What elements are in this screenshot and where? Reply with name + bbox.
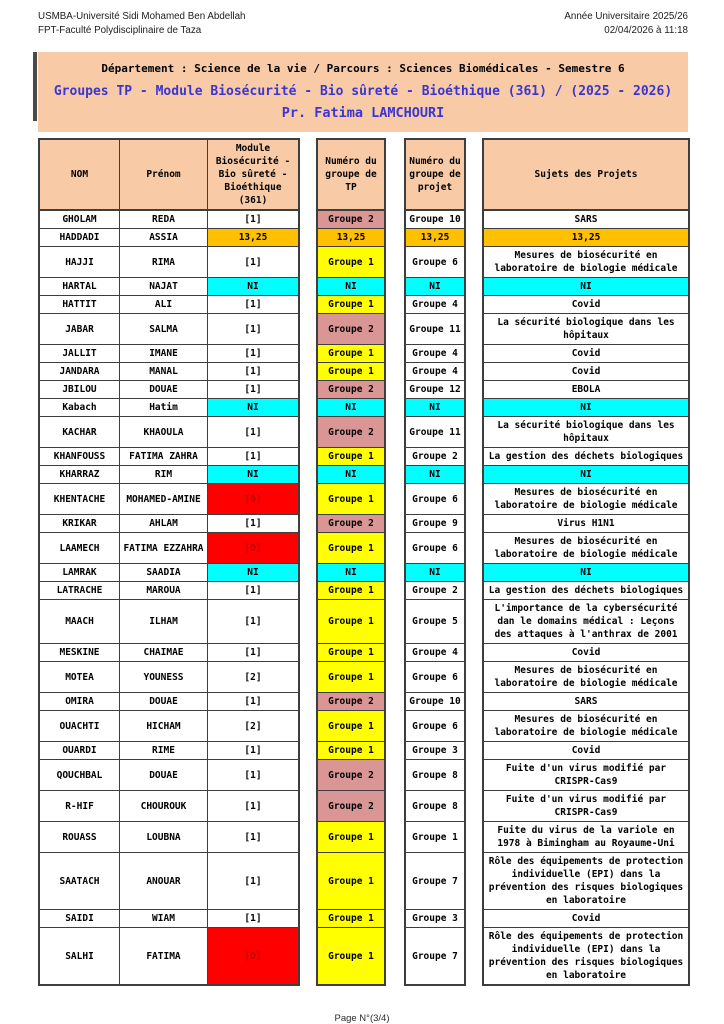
- column-gap: [466, 760, 482, 791]
- cell-projet: Groupe 4: [404, 644, 466, 662]
- cell-sujet: Fuite du virus de la variole en 1978 à Bimingham au Royaume-Uni: [482, 822, 690, 853]
- cell-projet: Groupe 9: [404, 515, 466, 533]
- cell-module: [1]: [208, 314, 300, 345]
- cell-tp: Groupe 1: [316, 644, 386, 662]
- column-gap: [300, 533, 316, 564]
- column-gap: [466, 417, 482, 448]
- cell-sujet: SARS: [482, 693, 690, 711]
- column-gap: [386, 742, 404, 760]
- cell-sujet: Covid: [482, 742, 690, 760]
- column-gap: [300, 363, 316, 381]
- column-gap: [386, 910, 404, 928]
- cell-module: [2]: [208, 662, 300, 693]
- column-gap: [300, 211, 316, 229]
- professor-name: Pr. Fatima LAMCHOURI: [281, 105, 445, 121]
- cell-sujet: NI: [482, 466, 690, 484]
- cell-projet: Groupe 6: [404, 484, 466, 515]
- cell-sujet: NI: [482, 399, 690, 417]
- column-gap: [466, 138, 482, 211]
- cell-nom: GHOLAM: [38, 211, 120, 229]
- cell-nom: R-HIF: [38, 791, 120, 822]
- cell-module: [D]: [208, 533, 300, 564]
- column-gap: [386, 564, 404, 582]
- cell-projet: 13,25: [404, 229, 466, 247]
- column-gap: [386, 644, 404, 662]
- cell-prenom: RIM: [120, 466, 208, 484]
- module-title: Groupes TP - Module Biosécurité - Bio sûreté - Bioéthique (361) / (2025 - 2026): [53, 84, 673, 99]
- cell-projet: Groupe 8: [404, 760, 466, 791]
- column-gap: [466, 296, 482, 314]
- column-header-tp: Numéro du groupe de TP: [316, 138, 386, 211]
- cell-prenom: HICHAM: [120, 711, 208, 742]
- cell-module: [1]: [208, 582, 300, 600]
- cell-module: NI: [208, 564, 300, 582]
- column-gap: [300, 417, 316, 448]
- column-gap: [466, 564, 482, 582]
- cell-tp: Groupe 1: [316, 853, 386, 910]
- column-gap: [300, 278, 316, 296]
- cell-sujet: Covid: [482, 345, 690, 363]
- cell-prenom: MAROUA: [120, 582, 208, 600]
- cell-prenom: MOHAMED-AMINE: [120, 484, 208, 515]
- cell-prenom: CHAIMAE: [120, 644, 208, 662]
- cell-module: [1]: [208, 247, 300, 278]
- cell-sujet: Rôle des équipements de protection individuelle (EPI) dans la prévention des risques biologiques en laboratoire: [482, 928, 690, 986]
- cell-tp: Groupe 1: [316, 711, 386, 742]
- cell-sujet: L'importance de la cybersécurité dan le domains médical : Leçons des attaques à l'anthrax de 2001: [482, 600, 690, 644]
- column-gap: [300, 138, 316, 211]
- cell-module: 13,25: [208, 229, 300, 247]
- cell-sujet: NI: [482, 564, 690, 582]
- column-header-prenom: Prénom: [120, 138, 208, 211]
- cell-tp: Groupe 1: [316, 742, 386, 760]
- institution-line1: USMBA-Université Sidi Mohamed Ben Abdellah: [38, 11, 246, 22]
- cell-nom: OMIRA: [38, 693, 120, 711]
- cell-projet: Groupe 7: [404, 928, 466, 986]
- cell-prenom: SALMA: [120, 314, 208, 345]
- column-gap: [300, 760, 316, 791]
- department-title: Département : Science de la vie / Parcours : Sciences Biomédicales - Semestre 6: [101, 62, 625, 75]
- cell-prenom: FATIMA: [120, 928, 208, 986]
- cell-tp: NI: [316, 399, 386, 417]
- cell-projet: Groupe 4: [404, 296, 466, 314]
- cell-prenom: ILHAM: [120, 600, 208, 644]
- column-gap: [386, 345, 404, 363]
- column-gap: [300, 229, 316, 247]
- cell-projet: Groupe 2: [404, 582, 466, 600]
- cell-nom: HAJJI: [38, 247, 120, 278]
- column-gap: [386, 822, 404, 853]
- cell-tp: Groupe 1: [316, 345, 386, 363]
- column-gap: [386, 138, 404, 211]
- cell-projet: Groupe 2: [404, 448, 466, 466]
- cell-module: NI: [208, 466, 300, 484]
- cell-prenom: DOUAE: [120, 381, 208, 399]
- cell-module: [1]: [208, 742, 300, 760]
- cell-projet: Groupe 7: [404, 853, 466, 910]
- column-gap: [386, 928, 404, 986]
- column-gap: [300, 564, 316, 582]
- cell-prenom: NAJAT: [120, 278, 208, 296]
- cell-tp: Groupe 1: [316, 363, 386, 381]
- cell-tp: Groupe 1: [316, 582, 386, 600]
- cell-nom: KRIKAR: [38, 515, 120, 533]
- column-gap: [386, 296, 404, 314]
- cell-tp: NI: [316, 278, 386, 296]
- cell-prenom: DOUAE: [120, 760, 208, 791]
- cell-module: [1]: [208, 910, 300, 928]
- cell-sujet: Covid: [482, 296, 690, 314]
- column-gap: [466, 399, 482, 417]
- cell-module: [1]: [208, 211, 300, 229]
- column-gap: [300, 822, 316, 853]
- column-gap: [466, 928, 482, 986]
- column-gap: [466, 345, 482, 363]
- column-gap: [300, 247, 316, 278]
- cell-sujet: La sécurité biologique dans les hôpitaux: [482, 314, 690, 345]
- cell-nom: KHANFOUSS: [38, 448, 120, 466]
- cell-sujet: Mesures de biosécurité en laboratoire de biologie médicale: [482, 711, 690, 742]
- cell-sujet: Fuite d'un virus modifié par CRISPR-Cas9: [482, 760, 690, 791]
- cell-tp: Groupe 2: [316, 314, 386, 345]
- cell-module: [D]: [208, 928, 300, 986]
- cell-tp: Groupe 2: [316, 760, 386, 791]
- cell-sujet: Mesures de biosécurité en laboratoire de biologie médicale: [482, 533, 690, 564]
- cell-projet: Groupe 11: [404, 417, 466, 448]
- column-gap: [466, 448, 482, 466]
- column-gap: [466, 515, 482, 533]
- cell-projet: Groupe 5: [404, 600, 466, 644]
- column-gap: [386, 662, 404, 693]
- cell-nom: LATRACHE: [38, 582, 120, 600]
- column-gap: [466, 363, 482, 381]
- cell-module: [1]: [208, 296, 300, 314]
- cell-nom: OUACHTI: [38, 711, 120, 742]
- column-gap: [466, 791, 482, 822]
- cell-prenom: CHOUROUK: [120, 791, 208, 822]
- column-gap: [386, 417, 404, 448]
- cell-prenom: AHLAM: [120, 515, 208, 533]
- groups-table: [38, 138, 724, 986]
- cell-nom: SALHI: [38, 928, 120, 986]
- column-gap: [466, 247, 482, 278]
- cell-tp: NI: [316, 466, 386, 484]
- cell-module: [1]: [208, 822, 300, 853]
- cell-nom: HARTAL: [38, 278, 120, 296]
- column-gap: [466, 600, 482, 644]
- cell-projet: Groupe 6: [404, 662, 466, 693]
- cell-tp: Groupe 2: [316, 417, 386, 448]
- column-gap: [386, 363, 404, 381]
- cell-module: [2]: [208, 711, 300, 742]
- column-gap: [300, 296, 316, 314]
- cell-prenom: LOUBNA: [120, 822, 208, 853]
- cell-tp: Groupe 1: [316, 296, 386, 314]
- cell-nom: MOTEA: [38, 662, 120, 693]
- cell-prenom: WIAM: [120, 910, 208, 928]
- cell-module: [1]: [208, 693, 300, 711]
- column-gap: [300, 484, 316, 515]
- cell-sujet: NI: [482, 278, 690, 296]
- cell-module: NI: [208, 399, 300, 417]
- cell-sujet: EBOLA: [482, 381, 690, 399]
- column-gap: [300, 662, 316, 693]
- page-number: Page N°(3/4): [334, 1013, 390, 1024]
- cell-projet: Groupe 4: [404, 363, 466, 381]
- column-gap: [466, 910, 482, 928]
- cell-projet: NI: [404, 466, 466, 484]
- column-gap: [466, 314, 482, 345]
- cell-sujet: La sécurité biologique dans les hôpitaux: [482, 417, 690, 448]
- cell-nom: JANDARA: [38, 363, 120, 381]
- cell-module: [1]: [208, 448, 300, 466]
- column-gap: [466, 662, 482, 693]
- cell-module: [1]: [208, 600, 300, 644]
- cell-prenom: DOUAE: [120, 693, 208, 711]
- cell-prenom: ASSIA: [120, 229, 208, 247]
- cell-sujet: SARS: [482, 211, 690, 229]
- column-gap: [466, 822, 482, 853]
- cell-sujet: Virus H1N1: [482, 515, 690, 533]
- cell-projet: Groupe 8: [404, 791, 466, 822]
- column-gap: [466, 533, 482, 564]
- column-gap: [300, 600, 316, 644]
- column-gap: [300, 399, 316, 417]
- column-gap: [466, 644, 482, 662]
- cell-projet: Groupe 3: [404, 910, 466, 928]
- column-gap: [466, 381, 482, 399]
- cell-prenom: SAADIA: [120, 564, 208, 582]
- cell-nom: SAATACH: [38, 853, 120, 910]
- cell-projet: NI: [404, 399, 466, 417]
- cell-tp: NI: [316, 564, 386, 582]
- cell-nom: KHENTACHE: [38, 484, 120, 515]
- cell-projet: Groupe 12: [404, 381, 466, 399]
- column-gap: [386, 711, 404, 742]
- cell-nom: HADDADI: [38, 229, 120, 247]
- cell-prenom: Hatim: [120, 399, 208, 417]
- cell-projet: Groupe 10: [404, 693, 466, 711]
- column-gap: [300, 314, 316, 345]
- column-gap: [466, 693, 482, 711]
- cell-tp: Groupe 1: [316, 448, 386, 466]
- cell-prenom: REDA: [120, 211, 208, 229]
- cell-nom: JABAR: [38, 314, 120, 345]
- cell-tp: Groupe 1: [316, 247, 386, 278]
- column-gap: [386, 314, 404, 345]
- column-gap: [300, 711, 316, 742]
- cell-prenom: RIME: [120, 742, 208, 760]
- cell-nom: LAAMECH: [38, 533, 120, 564]
- cell-module: [D]: [208, 484, 300, 515]
- cell-prenom: IMANE: [120, 345, 208, 363]
- cell-module: [1]: [208, 644, 300, 662]
- cell-tp: Groupe 2: [316, 211, 386, 229]
- column-gap: [300, 381, 316, 399]
- cell-prenom: KHAOULA: [120, 417, 208, 448]
- cell-nom: LAMRAK: [38, 564, 120, 582]
- column-gap: [466, 742, 482, 760]
- column-header-projet: Numéro du groupe de projet: [404, 138, 466, 211]
- column-header-module: Module Biosécurité - Bio sûreté - Bioéthique (361): [208, 138, 300, 211]
- cell-nom: ROUASS: [38, 822, 120, 853]
- institution-block: [38, 10, 245, 38]
- cell-tp: Groupe 1: [316, 662, 386, 693]
- cell-prenom: YOUNESS: [120, 662, 208, 693]
- cell-projet: Groupe 6: [404, 533, 466, 564]
- cell-module: [1]: [208, 515, 300, 533]
- cell-sujet: La gestion des déchets biologiques: [482, 448, 690, 466]
- column-gap: [300, 345, 316, 363]
- cell-nom: KACHAR: [38, 417, 120, 448]
- column-gap: [386, 853, 404, 910]
- cell-nom: MESKINE: [38, 644, 120, 662]
- cell-prenom: FATIMA ZAHRA: [120, 448, 208, 466]
- column-gap: [386, 278, 404, 296]
- cell-nom: OUARDI: [38, 742, 120, 760]
- column-gap: [466, 582, 482, 600]
- column-gap: [300, 582, 316, 600]
- cell-projet: NI: [404, 278, 466, 296]
- cell-sujet: Rôle des équipements de protection individuelle (EPI) dans la prévention des risques biologiques en laboratoire: [482, 853, 690, 910]
- column-header-nom: NOM: [38, 138, 120, 211]
- cell-tp: Groupe 1: [316, 600, 386, 644]
- cell-projet: Groupe 11: [404, 314, 466, 345]
- column-gap: [386, 515, 404, 533]
- cell-projet: Groupe 1: [404, 822, 466, 853]
- cell-tp: Groupe 2: [316, 693, 386, 711]
- cell-module: [1]: [208, 791, 300, 822]
- cell-module: [1]: [208, 363, 300, 381]
- cell-projet: Groupe 10: [404, 211, 466, 229]
- cell-tp: Groupe 1: [316, 910, 386, 928]
- cell-nom: HATTIT: [38, 296, 120, 314]
- column-gap: [300, 928, 316, 986]
- cell-sujet: Mesures de biosécurité en laboratoire de biologie médicale: [482, 484, 690, 515]
- cell-projet: Groupe 6: [404, 247, 466, 278]
- cell-sujet: Covid: [482, 644, 690, 662]
- cell-module: NI: [208, 278, 300, 296]
- cell-sujet: Mesures de biosécurité en laboratoire de biologie médicale: [482, 662, 690, 693]
- institution-line2: FPT-Faculté Polydisciplinaire de Taza: [38, 25, 202, 36]
- cell-sujet: 13,25: [482, 229, 690, 247]
- column-gap: [466, 853, 482, 910]
- cell-module: [1]: [208, 345, 300, 363]
- column-gap: [466, 711, 482, 742]
- cell-tp: Groupe 1: [316, 484, 386, 515]
- date-block: [564, 10, 688, 38]
- cell-tp: Groupe 2: [316, 381, 386, 399]
- column-gap: [300, 853, 316, 910]
- cell-projet: Groupe 4: [404, 345, 466, 363]
- cell-tp: Groupe 2: [316, 515, 386, 533]
- cell-prenom: MANAL: [120, 363, 208, 381]
- column-gap: [300, 644, 316, 662]
- column-gap: [386, 582, 404, 600]
- column-header-sujet: Sujets des Projets: [482, 138, 690, 211]
- cell-sujet: Fuite d'un virus modifié par CRISPR-Cas9: [482, 791, 690, 822]
- cell-nom: SAIDI: [38, 910, 120, 928]
- column-gap: [386, 693, 404, 711]
- cell-sujet: Mesures de biosécurité en laboratoire de biologie médicale: [482, 247, 690, 278]
- cell-nom: QOUCHBAL: [38, 760, 120, 791]
- cell-sujet: Covid: [482, 363, 690, 381]
- column-gap: [386, 466, 404, 484]
- column-gap: [386, 229, 404, 247]
- title-banner: [38, 52, 688, 132]
- column-gap: [386, 211, 404, 229]
- title-left-accent-bar: [33, 52, 37, 121]
- cell-nom: KHARRAZ: [38, 466, 120, 484]
- cell-prenom: ANOUAR: [120, 853, 208, 910]
- column-gap: [386, 247, 404, 278]
- print-datetime: 02/04/2026 à 11:18: [604, 25, 688, 36]
- cell-module: [1]: [208, 381, 300, 399]
- cell-tp: Groupe 1: [316, 928, 386, 986]
- cell-sujet: La gestion des déchets biologiques: [482, 582, 690, 600]
- column-gap: [300, 466, 316, 484]
- column-gap: [300, 742, 316, 760]
- column-gap: [386, 381, 404, 399]
- cell-prenom: FATIMA EZZAHRA: [120, 533, 208, 564]
- cell-module: [1]: [208, 760, 300, 791]
- column-gap: [466, 278, 482, 296]
- academic-year: Année Universitaire 2025/26: [564, 11, 688, 22]
- column-gap: [300, 791, 316, 822]
- cell-tp: Groupe 1: [316, 533, 386, 564]
- cell-projet: Groupe 6: [404, 711, 466, 742]
- column-gap: [466, 229, 482, 247]
- column-gap: [386, 448, 404, 466]
- page-running-header: [0, 0, 724, 38]
- cell-nom: JALLIT: [38, 345, 120, 363]
- column-gap: [386, 791, 404, 822]
- cell-tp: 13,25: [316, 229, 386, 247]
- cell-nom: Kabach: [38, 399, 120, 417]
- cell-nom: JBILOU: [38, 381, 120, 399]
- column-gap: [386, 600, 404, 644]
- column-gap: [386, 399, 404, 417]
- cell-prenom: ALI: [120, 296, 208, 314]
- column-gap: [300, 515, 316, 533]
- column-gap: [386, 760, 404, 791]
- cell-tp: Groupe 1: [316, 822, 386, 853]
- cell-module: [1]: [208, 853, 300, 910]
- cell-projet: Groupe 3: [404, 742, 466, 760]
- column-gap: [300, 448, 316, 466]
- cell-tp: Groupe 2: [316, 791, 386, 822]
- cell-prenom: RIMA: [120, 247, 208, 278]
- column-gap: [466, 211, 482, 229]
- column-gap: [466, 484, 482, 515]
- cell-sujet: Covid: [482, 910, 690, 928]
- cell-nom: MAACH: [38, 600, 120, 644]
- column-gap: [466, 466, 482, 484]
- cell-module: [1]: [208, 417, 300, 448]
- column-gap: [386, 533, 404, 564]
- column-gap: [300, 693, 316, 711]
- column-gap: [386, 484, 404, 515]
- column-gap: [300, 910, 316, 928]
- cell-projet: NI: [404, 564, 466, 582]
